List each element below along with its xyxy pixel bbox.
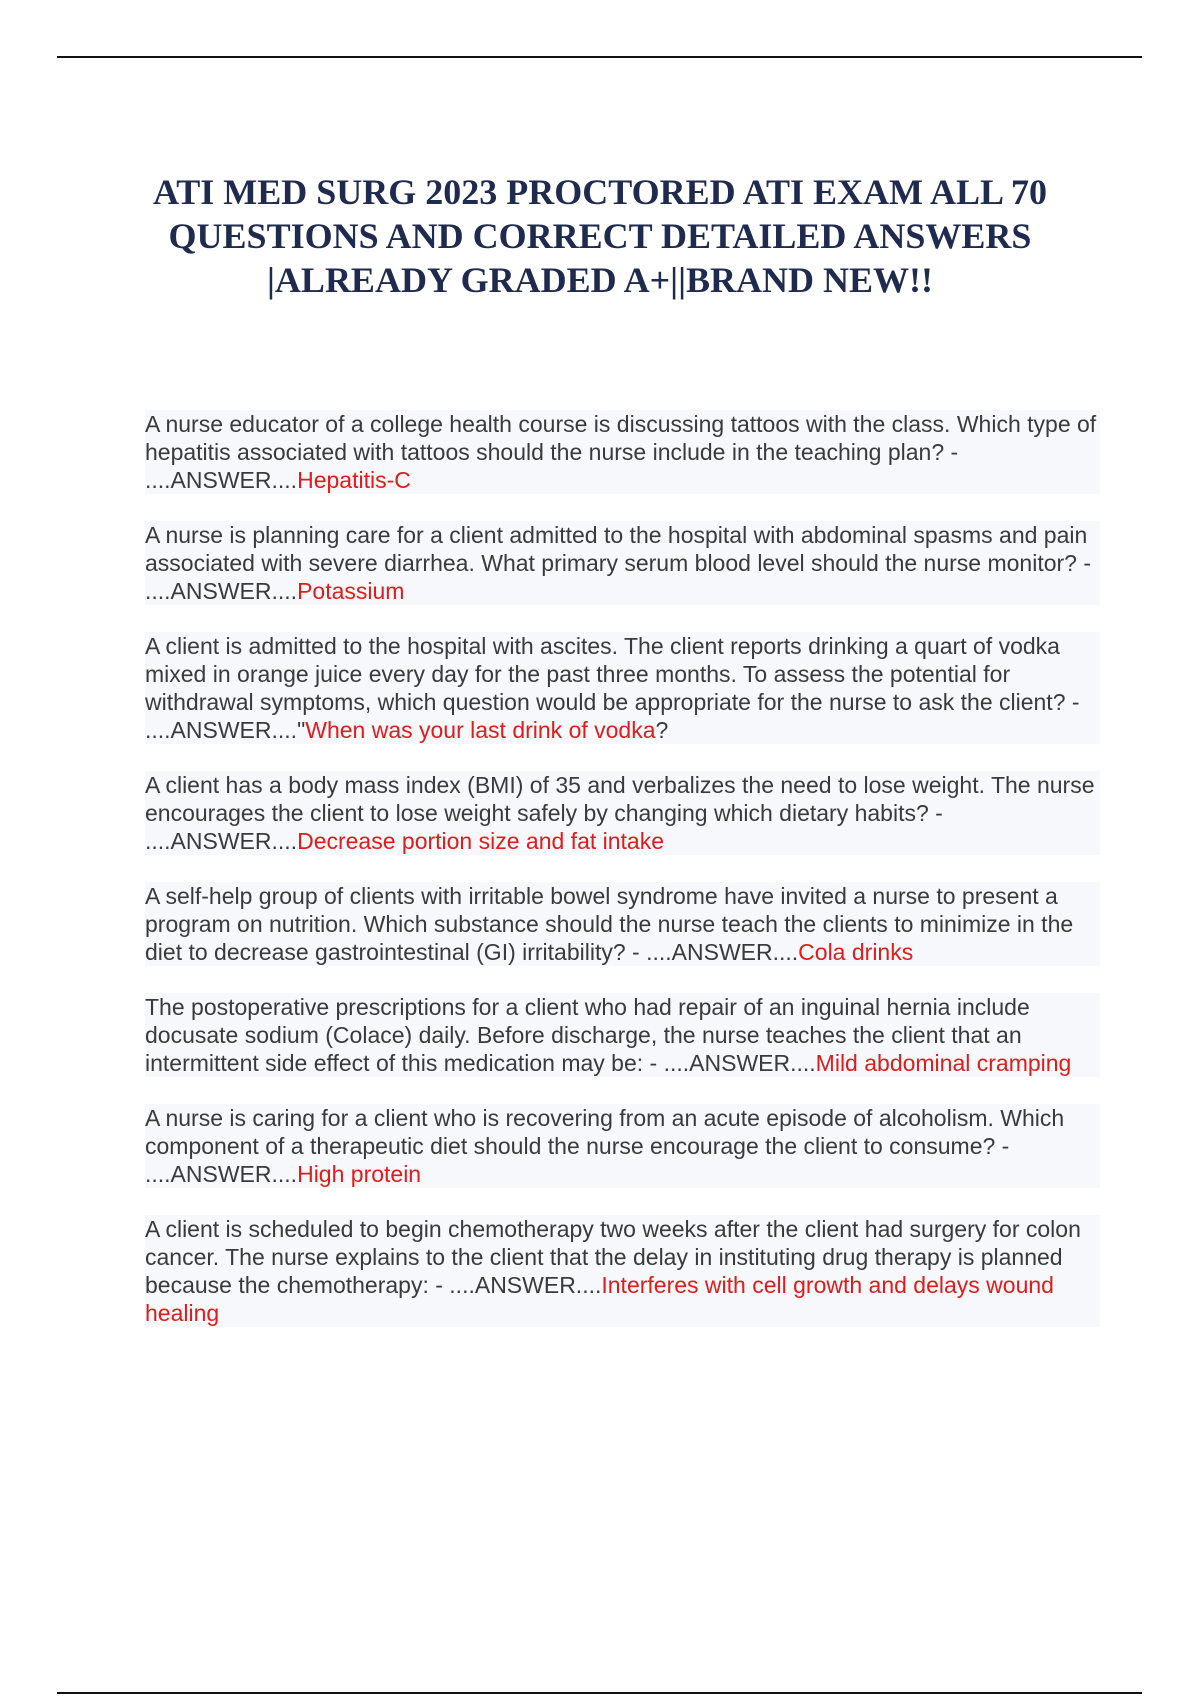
answer-text: Interferes with cell growth and delays wound healing: [145, 1272, 1054, 1326]
document-title: ATI MED SURG 2023 PROCTORED ATI EXAM ALL 70 QUESTIONS AND CORRECT DETAILED ANSWERS |ALREADY GRADED A+||BRAND NEW!!: [152, 172, 1048, 300]
answer-text: Mild abdominal cramping: [815, 1050, 1072, 1076]
question-text: A client has a body mass index (BMI) of 35 and verbalizes the need to lose weight. The nurse encourages the client to lose weight safely by changing which dietary habits? - ....ANSWER....: [145, 772, 1095, 854]
question-text: A client is scheduled to begin chemotherapy two weeks after the client had surgery for colon cancer. The nurse explains to the client that the delay in instituting drug therapy is planned because the chemotherapy: - ....ANSWER....: [145, 1216, 1081, 1298]
qa-item: [145, 771, 1100, 855]
qa-item: [145, 410, 1100, 494]
qa-item: [145, 882, 1100, 966]
qa-item: [145, 521, 1100, 605]
qa-item: [145, 632, 1100, 744]
answer-text: Hepatitis-C: [297, 467, 411, 493]
answer-text: Decrease portion size and fat intake: [297, 828, 665, 854]
bottom-rule: [57, 1692, 1142, 1694]
question-text: A nurse is caring for a client who is recovering from an acute episode of alcoholism. Which component of a therapeutic diet should the nurse encourage the client to consume? - ....ANSWER....: [145, 1105, 1065, 1187]
qa-item: [145, 1104, 1100, 1188]
answer-suffix: ?: [655, 717, 669, 743]
question-text: A self-help group of clients with irritable bowel syndrome have invited a nurse to present a program on nutrition. Which substance should the nurse teach the clients to minimize in the diet to decrease gastrointestinal (GI) irritability? - ....ANSWER....: [145, 883, 1074, 965]
answer-text: High protein: [297, 1161, 422, 1187]
answer-text: Cola drinks: [798, 939, 914, 965]
question-text: The postoperative prescriptions for a client who had repair of an inguinal hernia include docusate sodium (Colace) daily. Before discharge, the nurse teaches the client that an intermittent side effect of this medication may be: - ....ANSWER....: [145, 994, 1030, 1076]
question-text: A nurse is planning care for a client admitted to the hospital with abdominal spasms and pain associated with severe diarrhea. What primary serum blood level should the nurse monitor? - ....ANSWER....: [145, 522, 1091, 604]
top-rule: [57, 56, 1142, 58]
answer-text: Potassium: [297, 578, 405, 604]
question-text: A nurse educator of a college health course is discussing tattoos with the class. Which type of hepatitis associated with tattoos should the nurse include in the teaching plan? - ....ANSWER....: [145, 411, 1097, 493]
qa-item: [145, 993, 1100, 1077]
answer-text: When was your last drink of vodka: [305, 717, 656, 743]
qa-item: [145, 1215, 1100, 1327]
question-text: A client is admitted to the hospital with ascites. The client reports drinking a quart of vodka mixed in orange juice every day for the past three months. To assess the potential for withdrawal symptoms, which question would be appropriate for the nurse to ask the client? - ....ANSWER....": [145, 633, 1080, 743]
qa-list: [145, 410, 1100, 1354]
